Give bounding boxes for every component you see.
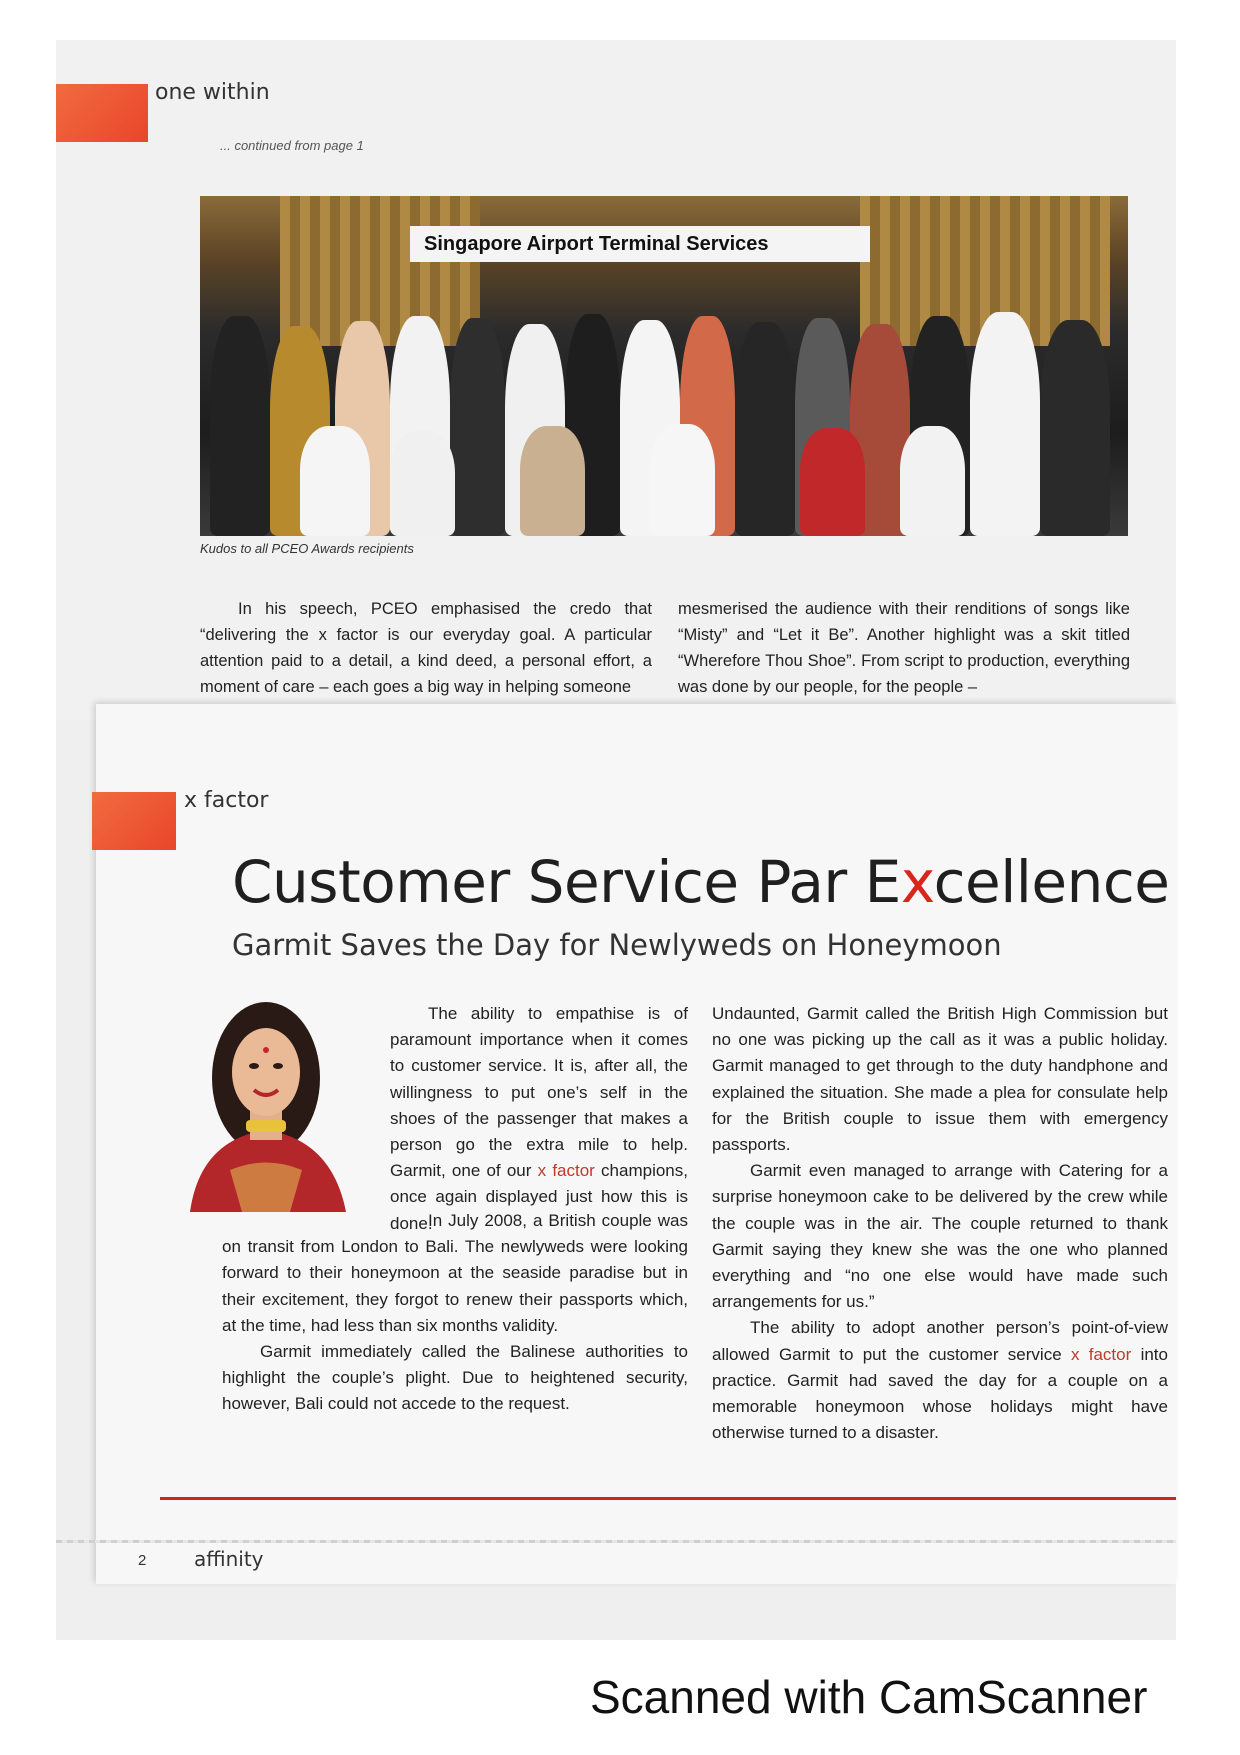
article-paragraph-4: Undaunted, Garmit called the British High Commission but no one was picking up the call as it was a public holiday. Garmit managed to get through to the duty handphone and explained the situation. She made a plea for consulate help for the British couple to issue them with emergency passports. (712, 1004, 1168, 1155)
continued-note: ... continued from page 1 (220, 138, 364, 153)
upper-text-column-1: In his speech, PCEO emphasised the credo that “delivering the x factor is our everyday goal. A particular attention paid to a detail, a kind deed, a personal effort, a moment of care – each goes a big way in helping someone (200, 600, 652, 696)
article-column-1-top (390, 1001, 688, 1237)
group-photo (200, 196, 1128, 536)
portrait-photo (170, 980, 362, 1212)
page-tear-edge (56, 1540, 1176, 1543)
article-paragraph-1: The ability to empathise is of paramount importance when it comes to customer service. It is, after all, the willingness to put one’s self in the shoes of the passenger that makes a person go the extra mile to help. Garmit, one of our x factor champions, once again displayed just how this is done. (390, 1004, 688, 1233)
article-headline: Customer Service Par Excellence (232, 848, 1170, 916)
upper-text-column-2: mesmerised the audience with their renditions of songs like “Misty” and “Let it Be”. Another highlight was a skit titled “Wherefore Thou Shoe”. From script to production, everything was done by our people, for the people – (678, 600, 1130, 696)
photo-banner: Singapore Airport Terminal Services (410, 226, 870, 262)
article-paragraph-3: Garmit immediately called the Balinese authorities to highlight the couple’s plight. Due to heightened security, however, Bali could not accede to the request. (222, 1342, 688, 1414)
camscanner-watermark: Scanned with CamScanner (590, 1671, 1148, 1723)
x-factor-mark: x factor (537, 1161, 595, 1181)
article-paragraph-5: Garmit even managed to arrange with Catering for a surprise honeymoon cake to be delivered by the crew while the couple was in the air. The couple returned to thank Garmit saying they knew she was the one who planned everything and “no one else would have made such arrangements for us.” (712, 1161, 1168, 1312)
article-column-2 (712, 1001, 1168, 1446)
article-subheadline: Garmit Saves the Day for Newlyweds on Honeymoon (232, 928, 1002, 962)
magazine-logo: affinity (194, 1547, 264, 1571)
photo-caption: Kudos to all PCEO Awards recipients (200, 541, 414, 556)
article-column-1 (222, 1208, 688, 1418)
section-label-x-factor: x factor (184, 788, 269, 813)
photo-crowd (200, 306, 1128, 536)
article-paragraph-6: The ability to adopt another person’s point-of-view allowed Garmit to put the customer service x factor into practice. Garmit had saved the day for a couple on a memorable honeymoon whose holidays might have otherwise turned to a disaster. (712, 1318, 1168, 1443)
footer-rule (160, 1497, 1176, 1500)
section-label-one-within: one within (155, 80, 270, 105)
section-marker-upper (56, 84, 148, 142)
headline-x-letter: x (900, 848, 934, 916)
article-paragraph-2: In July 2008, a British couple was on transit from London to Bali. The newlyweds were looking forward to their honeymoon at the seaside paradise but in their excitement, they forgot to renew their passports which, at the time, had less than six months validity. (222, 1211, 688, 1335)
section-marker-lower (92, 792, 176, 850)
x-factor-mark: x factor (1070, 1344, 1132, 1364)
page-number: 2 (138, 1552, 147, 1569)
